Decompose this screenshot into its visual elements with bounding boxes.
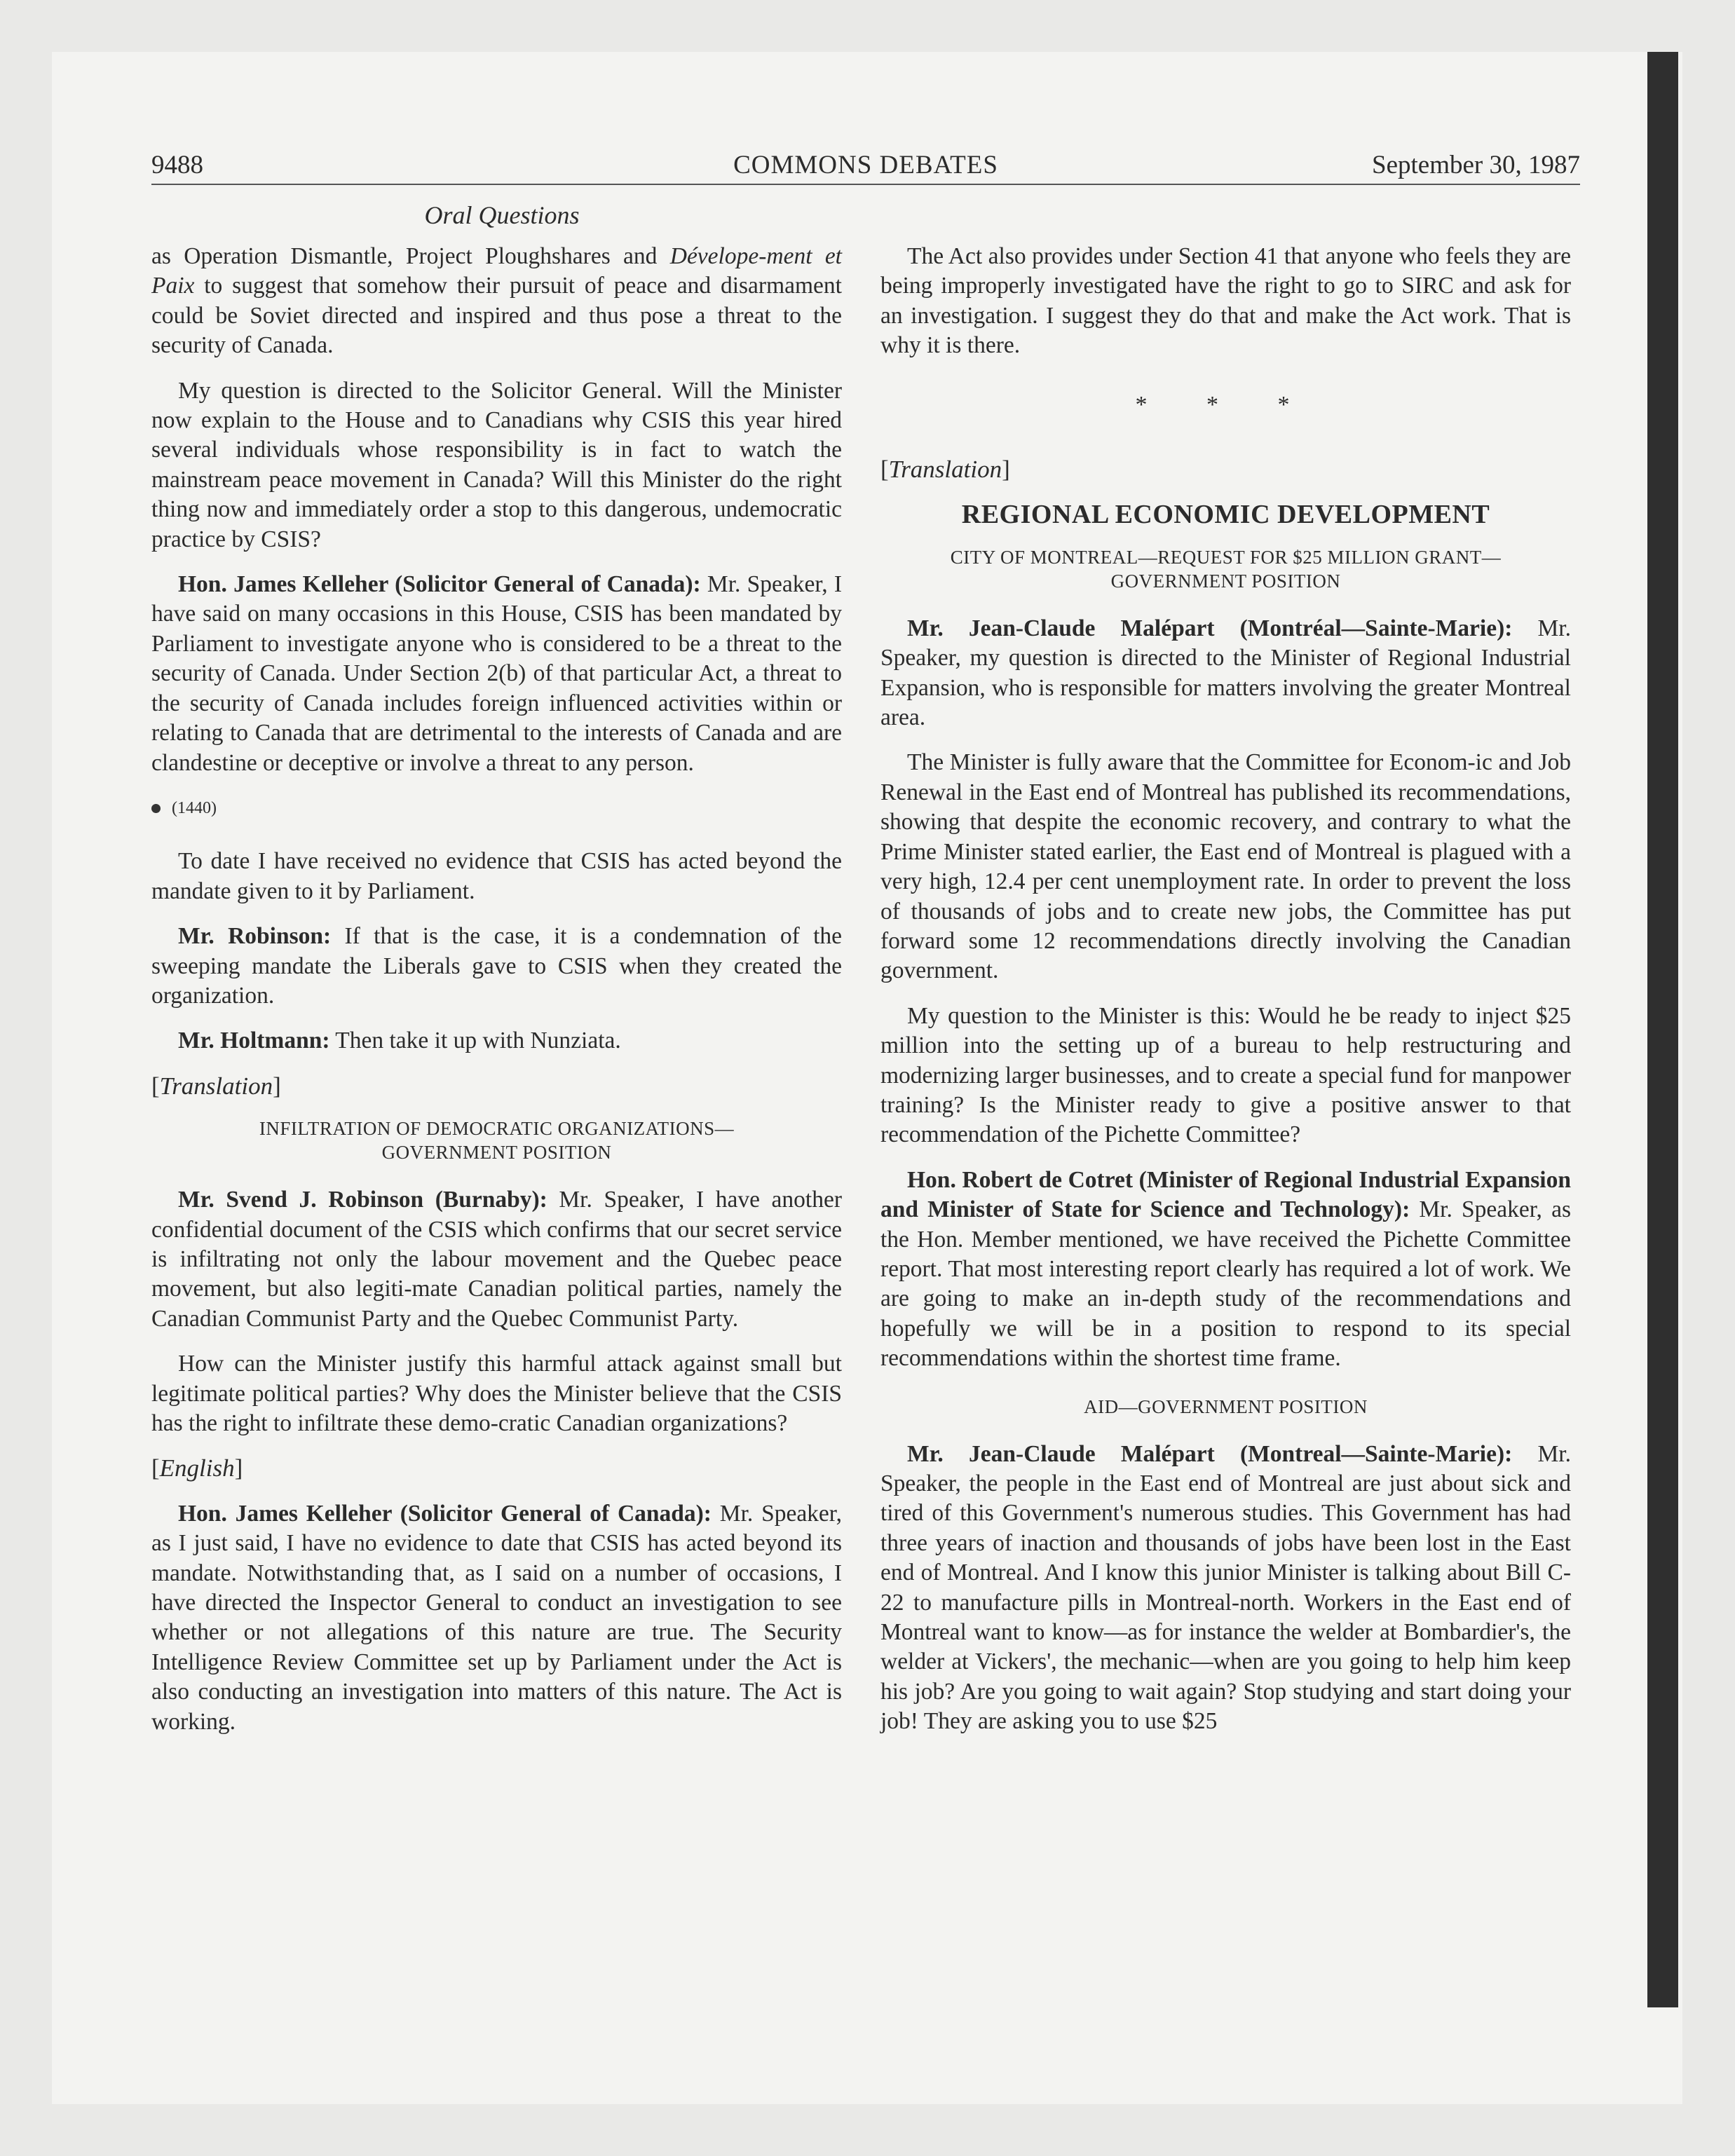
language-note-text: Translation xyxy=(159,1072,273,1100)
speaker-name: Hon. James Kelleher (Solicitor General of Canada): xyxy=(178,1500,712,1527)
paragraph xyxy=(880,614,1571,733)
subheading-line: AID—GOVERNMENT POSITION xyxy=(1084,1396,1368,1417)
language-note: [Translation] xyxy=(151,1072,281,1100)
speaker-name: Mr. Svend J. Robinson (Burnaby): xyxy=(178,1187,547,1213)
subheading xyxy=(880,545,1571,593)
paragraph: My question to the Minister is this: Would he be ready to inject $25 million into the setting up of a bureau to help restructuring and modernizing larger businesses, and to create a special fund for manpower training? Is the Minister ready to give a positive answer to that recommendation of the Pichette Committee? xyxy=(880,1002,1571,1148)
timestamp-marker xyxy=(151,793,842,823)
language-note-text: English xyxy=(159,1454,235,1482)
paragraph-text: as Operation Dismantle, Project Ploughshares and xyxy=(151,243,670,269)
page-header xyxy=(151,147,1580,185)
paragraph xyxy=(151,922,842,1011)
page-number: 9488 xyxy=(151,151,203,179)
paragraph xyxy=(151,1026,842,1056)
speech-text: Mr. Speaker, the people in the East end of Montreal are just about sick and tired of this Government's numerous studies. This Government has had three years of inaction and thousands of jobs have been lost in the East end of Montreal. And I know this junior Minister is talking about Bill C-22 to manufacture pills in Montreal-north. Workers in the East end of Montreal want to know—as for instance the welder at Bombardier's, the welder at Vickers', the mechanic—when are you going to help him keep his job? Are you going to wait again? Stop studying and start doing your job! They are asking you to use $25 xyxy=(880,1440,1571,1735)
paragraph-text: to suggest that somehow their pursuit of peace and disarmament could be Soviet directed and inspired and thus pose a threat to the security of Canada. xyxy=(151,273,842,359)
speech-text: Mr. Speaker, my question is directed to the Minister of Regional Industrial Expansion, who is responsible for matters involving the greater Montreal area. xyxy=(880,615,1571,731)
main-heading: REGIONAL ECONOMIC DEVELOPMENT xyxy=(961,500,1490,530)
speech-text: Mr. Speaker, I have another confidential document of the CSIS which confirms that our secret service is infiltrating not only the labour movement and the Quebec peace movement, but also legiti-mate Canadian political parties, namely the Canadian Communist Party and the Quebec Communist Party. xyxy=(151,1187,842,1332)
subheading xyxy=(151,1117,842,1164)
subheading-line: INFILTRATION OF DEMOCRATIC ORGANIZATIONS— xyxy=(259,1118,735,1140)
speaker-name: Mr. Holtmann: xyxy=(178,1028,330,1054)
language-note-text: Translation xyxy=(888,456,1002,484)
speaker-name: Mr. Jean-Claude Malépart (Montréal—Sainte-Marie): xyxy=(907,615,1513,641)
timestamp: (1440) xyxy=(172,798,217,817)
scan-edge-shadow xyxy=(1647,52,1678,2007)
bullet-icon xyxy=(151,804,161,813)
publication-date: September 30, 1987 xyxy=(1372,151,1580,179)
speaker-name: Mr. Robinson: xyxy=(178,923,332,950)
speech-text: Mr. Speaker, I have said on many occasions in this House, CSIS has been mandated by Parliament to investigate anyone who is considered to be a threat to the security of Canada. Under Section 2(b) of that particular Act, a threat to the security of Canada includes foreign influenced activities within or relating to Canada that are detrimental to the interests of Canada and are clandestine or deceptive or involve a threat to any person. xyxy=(151,571,842,776)
speech-text: Mr. Speaker, as I just said, I have no evidence to date that CSIS has acted beyond its mandate. Notwithstanding that, as I said on a number of occasions, I have directed the Inspector General to conduct an investigation to see whether or not allegations of this nature are true. The Security Intelligence Review Committee set up by Parliament under the Act is also conducting an investigation into matters of this nature. The Act is working. xyxy=(151,1500,842,1735)
subheading-line: GOVERNMENT POSITION xyxy=(1110,570,1341,592)
organization-name: Dévelope-ment et Paix xyxy=(151,243,842,299)
speaker-name: Mr. Jean-Claude Malépart (Montreal—Sainte-Marie): xyxy=(907,1440,1513,1467)
paragraph xyxy=(151,242,842,361)
speaker-name: Hon. Robert de Cotret (Minister of Regional Industrial Expansion and Minister of State for Science and Technology): xyxy=(880,1166,1571,1223)
subheading-line: GOVERNMENT POSITION xyxy=(381,1142,612,1164)
section-name: Oral Questions xyxy=(424,201,580,229)
subheading-line: CITY OF MONTREAL—REQUEST FOR $25 MILLION GRANT— xyxy=(950,546,1502,568)
paragraph xyxy=(880,1440,1571,1737)
paragraph: To date I have received no evidence that CSIS has acted beyond the mandate given to it by Parliament. xyxy=(151,848,842,904)
speech-text: Mr. Speaker, as the Hon. Member mentioned, we have received the Pichette Committee report. That most interesting report clearly has required a lot of work. We are going to make an in-depth study of the recommendations and hopefully we will be in a position to respond to its special recommendations within the shortest time frame. xyxy=(880,1196,1571,1372)
language-note: [Translation] xyxy=(880,456,1010,484)
section-divider: * * * xyxy=(1135,391,1316,418)
paragraph xyxy=(151,1185,842,1334)
right-column xyxy=(880,242,1571,1752)
speaker-name: Hon. James Kelleher (Solicitor General of Canada): xyxy=(178,571,701,598)
paragraph: The Act also provides under Section 41 that anyone who feels they are being improperly investigated have the right to go to SIRC and ask for an investigation. I suggest they do that and make the Act work. That is why it is there. xyxy=(880,243,1571,359)
paragraph: The Minister is fully aware that the Committee for Econom-ic and Job Renewal in the East end of Montreal has published its recommendations, showing that despite the economic recovery, and contrary to what the Prime Minister stated earlier, the East end of Montreal is plagued with a very high, 12.4 per cent unemployment rate. In order to prevent the loss of thousands of jobs and to create new jobs, the Committee has put forward some 12 recommendations directly involving the Canadian government. xyxy=(880,749,1571,984)
paragraph: How can the Minister justify this harmful attack against small but legitimate political parties? Why does the Minister believe that the CSIS has the right to infiltrate these demo-cratic Canadian organizations? xyxy=(151,1351,842,1436)
language-note: [English] xyxy=(151,1454,243,1482)
paragraph: My question is directed to the Solicitor General. Will the Minister now explain to the House and to Canadians why CSIS this year hired several individuals whose responsibility is in fact to watch the mainstream peace movement in Canada? Will this Minister do the right thing now and immediately order a stop to this dangerous, undemocratic practice by CSIS? xyxy=(151,377,842,552)
left-column xyxy=(151,242,842,1752)
subheading xyxy=(880,1395,1571,1419)
speech-text: Then take it up with Nunziata. xyxy=(329,1028,621,1054)
paragraph xyxy=(151,1499,842,1737)
speech-text: If that is the case, it is a condemnation of the sweeping mandate the Liberals gave to CSIS when they created the organization. xyxy=(151,923,842,1009)
paragraph xyxy=(151,570,842,778)
paragraph xyxy=(880,1166,1571,1374)
publication-title: COMMONS DEBATES xyxy=(733,151,998,179)
